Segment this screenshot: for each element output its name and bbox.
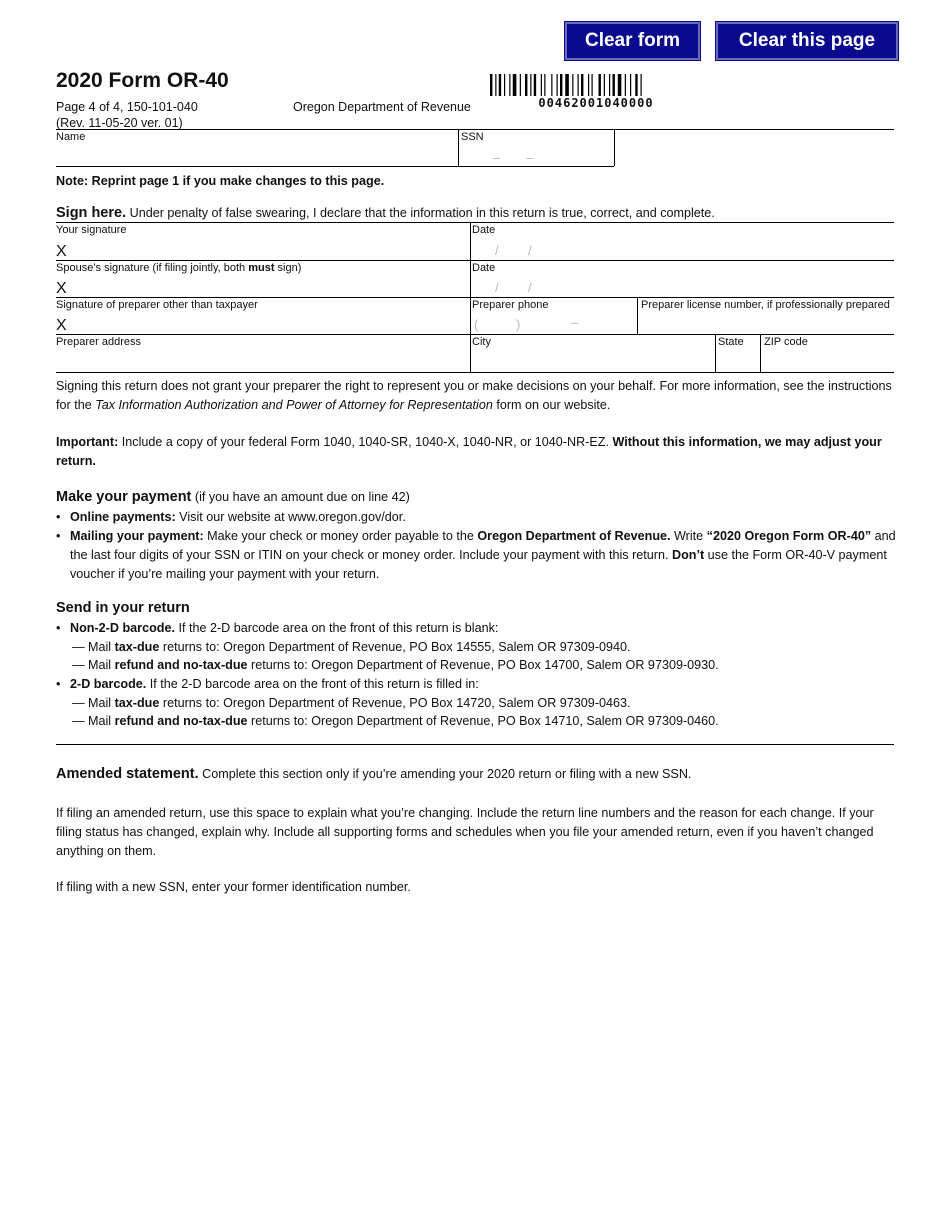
phone-paren-open: ( (474, 317, 479, 332)
ssn-separator: – (526, 150, 534, 165)
important-note: Important: Include a copy of your federal Form 1040, 1040-SR, 1040-X, 1040-NR, or 1040-NR-EZ. Without this information, we may adjust your return. (56, 435, 882, 468)
preparer-license-label: Preparer license number, if professionally prepared (641, 299, 890, 311)
date-separator: / (528, 280, 532, 295)
date-separator: / (495, 280, 499, 295)
sign-declaration (56, 205, 715, 221)
payment-heading: Make your payment (if you have an amount due on line 42) (56, 489, 410, 505)
amended-explanation: If filing an amended return, use this space to explain what you’re changing. Include the return line numbers and the reason for each change. If your filing status has changed, explain why. Include all supporting forms and schedules when you file your amended return, even if you haven’t changed anything on them. (56, 806, 874, 858)
clear-form-button[interactable]: Clear form (565, 22, 700, 60)
section-divider (56, 744, 894, 745)
form-title: 2020 Form OR-40 (56, 69, 229, 92)
zip-label: ZIP code (764, 336, 808, 348)
clear-page-button[interactable]: Clear this page (716, 22, 898, 60)
zip-input[interactable] (765, 352, 891, 369)
preparer-disclaimer: Signing this return does not grant your preparer the right to represent you or make decisions on your behalf. For more information, see the instructions for the Tax Information Authorization and Power of Attorney for Representation form on our website. (56, 379, 892, 412)
send-return-heading: Send in your return (56, 600, 190, 616)
name-input[interactable] (58, 146, 454, 164)
department-name: Oregon Department of Revenue (293, 100, 471, 114)
signature-x: X (56, 243, 67, 260)
city-label: City (472, 336, 491, 348)
preparer-license-input[interactable] (642, 315, 890, 332)
date-label: Date (472, 224, 496, 236)
spouse-signature-x: X (56, 280, 67, 297)
reprint-note: Note: Reprint page 1 if you make changes to this page. (56, 174, 385, 188)
signature-date-input[interactable] (474, 241, 634, 258)
declaration-text: Under penalty of false swearing, I declare that the information in this return is true, correct, and complete. (126, 206, 715, 220)
preparer-signature-x: X (56, 317, 67, 334)
state-label: State (718, 336, 744, 348)
phone-paren-close: ) (516, 317, 521, 332)
amended-heading: Amended statement. Complete this section only if you’re amending your 2020 return or filing with a new SSN. (56, 766, 692, 782)
ssn-separator: – (493, 150, 501, 165)
city-input[interactable] (474, 352, 710, 369)
page-info: Page 4 of 4, 150-101-040 (56, 100, 198, 114)
barcode-icon (490, 74, 702, 98)
date-separator: / (528, 243, 532, 258)
ssn-label: SSN (461, 131, 484, 143)
preparer-phone-label: Preparer phone (472, 299, 549, 311)
ssn-input[interactable] (462, 147, 610, 164)
name-label: Name (56, 131, 86, 143)
phone-dash: – (571, 315, 579, 330)
barcode-number: 00462001040000 (538, 96, 654, 110)
preparer-address-label: Preparer address (56, 336, 141, 348)
preparer-phone-input[interactable] (476, 315, 632, 332)
your-signature-label: Your signature (56, 224, 127, 236)
spouse-date-input[interactable] (474, 278, 634, 295)
spouse-date-label: Date (472, 262, 496, 274)
spouse-signature-label: Spouse’s signature (if filing jointly, both must sign) (56, 262, 302, 274)
preparer-address-input[interactable] (58, 352, 466, 369)
preparer-signature-label: Signature of preparer other than taxpayer (56, 299, 258, 311)
revision: (Rev. 11-05-20 ver. 01) (56, 116, 183, 130)
amended-statement-input[interactable] (56, 900, 894, 1200)
former-id-prompt: If filing with a new SSN, enter your former identification number. (56, 880, 411, 894)
sign-heading: Sign here. (56, 205, 127, 221)
state-input[interactable] (719, 352, 757, 369)
date-separator: / (495, 243, 499, 258)
